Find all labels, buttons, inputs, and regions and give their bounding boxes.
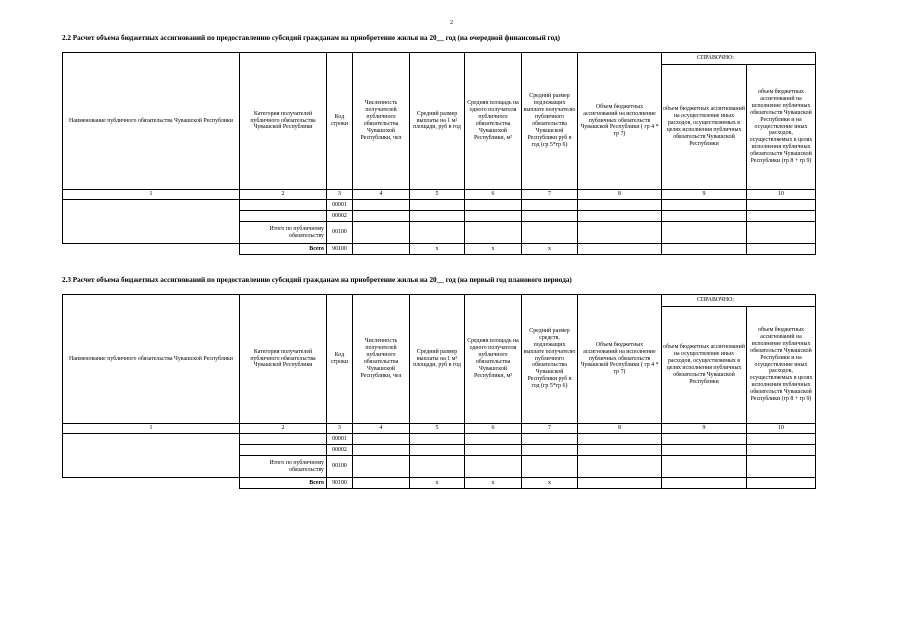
x-mark: x bbox=[465, 244, 522, 255]
header-spravochno: СПРАВОЧНО: bbox=[662, 53, 816, 65]
col-number: 2 bbox=[240, 424, 327, 434]
col-number: 6 bbox=[465, 190, 522, 200]
x-mark: x bbox=[465, 478, 522, 489]
col-number: 3 bbox=[327, 424, 353, 434]
header-avg-area: Средняя площадь на одного получателя публичного обязательства Чувашской Республики, м² bbox=[465, 295, 522, 424]
row-code: 00001 bbox=[327, 434, 353, 445]
col-number: 1 bbox=[63, 190, 240, 200]
table-2-3 bbox=[62, 294, 816, 489]
header-other-expenses: объем бюджетных ассигнований на осуществление иных расходов, осуществляемых в целях исполнения публичных обязательств Чувашской Республики bbox=[662, 307, 747, 424]
row-code: 90100 bbox=[327, 478, 353, 489]
col-number: 5 bbox=[410, 424, 465, 434]
col-number: 7 bbox=[522, 424, 578, 434]
row-code: 00100 bbox=[327, 456, 353, 478]
col-number: 9 bbox=[662, 190, 747, 200]
header-avg-payment: Средний размер выплаты на 1 м² площади, руб в год bbox=[410, 295, 465, 424]
col-number: 10 bbox=[747, 424, 816, 434]
x-mark: x bbox=[522, 478, 578, 489]
x-mark: x bbox=[522, 244, 578, 255]
header-allocation-volume: Объем бюджетных ассигнований на исполнение публичных обязательств Чувашской Республики ( гр 4 * гр 7) bbox=[578, 53, 662, 190]
row-code: 00001 bbox=[327, 200, 353, 211]
col-number: 7 bbox=[522, 190, 578, 200]
section-title-2-2: 2.2 Расчет объема бюджетных ассигнований по предоставлению субсидий гражданам на приобретение жилья на 20__ год (на очередной финансовый год) bbox=[62, 34, 561, 42]
header-recipient-category: Категория получателей публичного обязательства Чувашской Республики bbox=[240, 295, 327, 424]
table-row bbox=[63, 200, 816, 211]
col-number: 3 bbox=[327, 190, 353, 200]
table-row bbox=[63, 434, 816, 445]
col-number: 6 bbox=[465, 424, 522, 434]
header-recipients-count: Численность получателей публичного обязательства Чувашской Республики, чел bbox=[353, 53, 410, 190]
col-number: 9 bbox=[662, 424, 747, 434]
header-avg-amount: Средний размер подлежащих выплате получателю публичного обязательства Чувашской Республики руб в год (гр 5*гр 6) bbox=[522, 53, 578, 190]
col-number: 8 bbox=[578, 190, 662, 200]
header-other-expenses: объем бюджетных ассигнований на осуществление иных расходов, осуществляемых в целях исполнения публичных обязательств Чувашской Республики bbox=[662, 65, 747, 190]
col-number: 10 bbox=[747, 190, 816, 200]
col-number: 1 bbox=[63, 424, 240, 434]
total-row bbox=[63, 478, 816, 489]
total-label: Всего bbox=[240, 244, 327, 255]
total-label: Всего bbox=[240, 478, 327, 489]
page-number: 2 bbox=[450, 20, 453, 26]
header-avg-area: Средняя площадь на одного получателя публичного обязательства Чувашской Республики, м² bbox=[465, 53, 522, 190]
row-code: 00100 bbox=[327, 222, 353, 244]
col-number: 2 bbox=[240, 190, 327, 200]
col-number: 4 bbox=[353, 424, 410, 434]
obligation-name-cell[interactable] bbox=[63, 434, 240, 478]
row-code: 00002 bbox=[327, 211, 353, 222]
x-mark: x bbox=[410, 478, 465, 489]
header-avg-amount: Средний размер средств, подлежащих выплате получателю публичного обязательства Чувашской Республики руб в год (гр 5*гр 6) bbox=[522, 295, 578, 424]
header-row-code: Код строки bbox=[327, 295, 353, 424]
total-row bbox=[63, 244, 816, 255]
x-mark: x bbox=[410, 244, 465, 255]
section-title-2-3: 2.3 Расчет объема бюджетных ассигнований по предоставлению субсидий гражданам на приобретение жилья на 20__ год (на первый год планового периода) bbox=[62, 276, 572, 284]
table-2-2 bbox=[62, 52, 816, 255]
header-recipients-count: Численность получателей публичного обязательства Чувашской Республики, чел bbox=[353, 295, 410, 424]
header-total-with-other: объем бюджетных ассигнований на исполнение публичных обязательств Чувашской Республики и на осуществление иных расходов, осуществляемых в целях исполнения публичных обязательств Чувашской Республики (гр 8 + гр 9) bbox=[747, 307, 816, 424]
header-avg-payment: Средний размер выплаты на 1 м² площади, руб в год bbox=[410, 53, 465, 190]
header-allocation-volume: Объем бюджетных ассигнований на исполнение публичных обязательств Чувашской Республики ( гр 4 * гр 7) bbox=[578, 295, 662, 424]
subtotal-label: Итого по публичному обязательству bbox=[240, 456, 327, 478]
header-recipient-category: Категория получателей публичного обязательства Чувашской Республики bbox=[240, 53, 327, 190]
row-code: 00002 bbox=[327, 445, 353, 456]
header-obligation-name: Наименование публичного обязательства Чувашской Республики bbox=[63, 53, 240, 190]
row-code: 90100 bbox=[327, 244, 353, 255]
subtotal-label: Итого по публичному обязательству bbox=[240, 222, 327, 244]
header-total-with-other: объем бюджетных ассигнований на исполнение публичных обязательств Чувашской Республики и на осуществление иных расходов, осуществляемых в целях исполнения публичных обязательств Чувашской Республики (гр 8 + гр 9) bbox=[747, 65, 816, 190]
col-number: 8 bbox=[578, 424, 662, 434]
header-obligation-name: Наименование публичного обязательства Чувашской Республики bbox=[63, 295, 240, 424]
header-spravochno: СПРАВОЧНО: bbox=[662, 295, 816, 307]
col-number: 5 bbox=[410, 190, 465, 200]
header-row-code: Код строки bbox=[327, 53, 353, 190]
col-number: 4 bbox=[353, 190, 410, 200]
obligation-name-cell[interactable] bbox=[63, 200, 240, 244]
